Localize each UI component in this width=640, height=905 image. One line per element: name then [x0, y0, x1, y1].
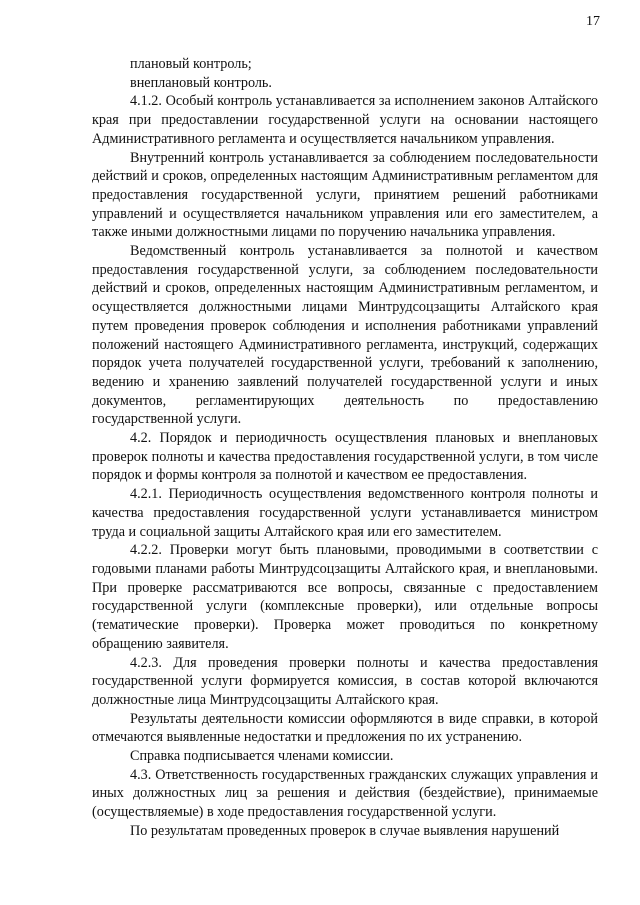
paragraph: 4.3. Ответственность государственных гражданских служащих управления и иных должностных лиц за решения и действия (бездействие), принимаемые (осуществляемые) в ходе предоставления государственной услуги.: [92, 766, 598, 821]
paragraph: 4.2.1. Периодичность осуществления ведомственного контроля полноты и качества предоставления государственной услуги устанавливается министром труда и социальной защиты Алтайского края или его заместителем.: [92, 486, 598, 540]
paragraph: Ведомственный контроль устанавливается за полнотой и качеством предоставления государственной услуги, за соблюдением последовательности действий и сроков, определенных настоящим Административным регламентом, и осуществляется должностными лицами Минтрудсоцзащиты Алтайского края путем проведения проверок соблюдения и исполнения работниками управлений положений настоящего Административного регламента, инструкций, содержащих порядок учета получателей государственной услуги, требований к заполнению, ведению и хранению заявлений получателей государственной услуги и иных документов, регламентирующих деятельность по предоставлению государственной услуги.: [92, 243, 598, 428]
paragraph: 4.2.2. Проверки могут быть плановыми, проводимыми в соответствии с годовыми планами работы Минтрудсоцзащиты Алтайского края, и внеплановыми. При проверке рассматриваются все вопросы, связанные с предоставлением государственной услуги (комплексные проверки), или отдельные вопросы (тематические проверки). Проверка может проводиться по конкретному обращению заявителя.: [92, 542, 598, 652]
paragraph: Справка подписывается членами комиссии.: [130, 748, 394, 765]
paragraph: Результаты деятельности комиссии оформляются в виде справки, в которой отмечаются выявленные недостатки и предложения по их устранению.: [92, 710, 598, 746]
paragraph: По результатам проведенных проверок в случае выявления нарушений: [130, 822, 560, 839]
paragraph: внеплановый контроль.: [130, 74, 272, 91]
paragraph: 4.2.3. Для проведения проверки полноты и качества предоставления государственной услуги формируется комиссия, в состав которой включаются должностные лица Минтрудсоцзащиты Алтайского края.: [92, 654, 598, 708]
page-number: 17: [586, 14, 600, 29]
paragraph: 4.1.2. Особый контроль устанавливается за исполнением законов Алтайского края при предоставлении государственной услуги на основании настоящего Административного регламента и осуществляется начальником управления.: [92, 93, 598, 147]
paragraph: плановый контроль;: [130, 56, 252, 72]
paragraph: 4.2. Порядок и периодичность осуществления плановых и внеплановых проверок полноты и качества предоставления государственной услуги, в том числе порядок и формы контроля за полнотой и качеством ее предоставления.: [92, 430, 598, 484]
document-body: [92, 55, 598, 841]
paragraph: Внутренний контроль устанавливается за соблюдением последовательности действий и сроков, определенных настоящим Административным регламентом для предоставления государственной услуги, принятием решений работниками управлений и осуществляется начальником управления или его заместителем, а также иными должностными лицами по поручению начальника управления.: [92, 149, 598, 241]
